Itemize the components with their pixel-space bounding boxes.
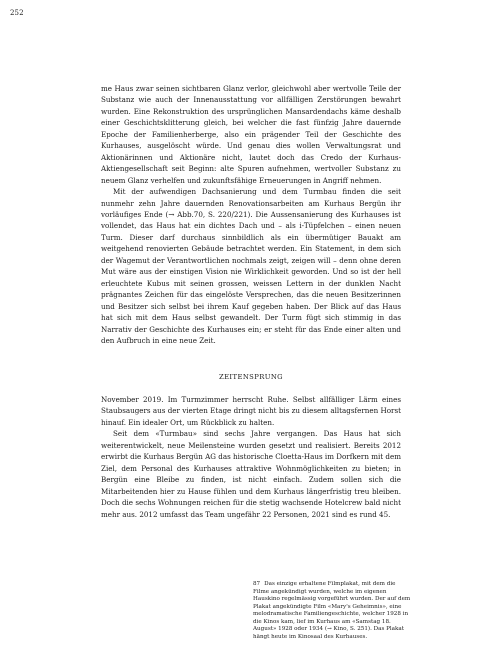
page-number: 252: [10, 9, 24, 17]
paragraph: Mit der aufwendigen Dachsanierung und dem Turmbau finden die seit nunmehr zehn Jahre dauernden Renovationsarbeiten am Kurhaus Bergün ihr vorläufiges Ende (→ Abb.70, S. 220/221). Die Aussensanierung des Kurhauses ist vollendet, das Haus hat ein dichtes Dach und – als i-Tüpfelchen – einen neuen Turm. Dieser darf durchaus sinnbildlich als ein übermütiger Bauakt am weitgehend renovierten Gebäude betrachtet werden. Ein Statement, in dem sich der Wagemut der Verantwortlichen nochmals zeigt, zeigen will – denn ohne deren Mut wäre aus der einstigen Vision nie Wirklichkeit geworden. Und so ist der hell erleuchtete Kubus mit seinen grossen, weissen Lettern in der dunklen Nacht prägnantes Zeichen für das eingelöste Versprechen, das die neuen Besitzerinnen und Besitzer sich selbst bei ihrem Kauf gegeben haben. Der Blick auf das Haus hat sich mit dem Haus selbst gewandelt. Der Turm fügt sich stimmig in das Narrativ der Geschichte des Kurhauses ein; er steht für das Ende einer alten und den Aufbruch in eine neue Zeit.: [101, 187, 401, 345]
caption-number: 87: [253, 581, 261, 587]
main-text-block: [101, 83, 401, 346]
section-text-block: [101, 394, 401, 520]
paragraph: Seit dem «Turmbau» sind sechs Jahre vergangen. Das Haus hat sich weiterentwickelt, neue Meilensteine wurden gesetzt und realisiert. Bereits 2012 erwirbt die Kurhaus Bergün AG das historische Cloetta-Haus im Dorfkern mit dem Ziel, dem Personal des Kurhauses attraktive Wohnmöglichkeiten zu bieten; in Bergün eine Bleibe zu finden, ist nicht einfach. Zudem sollen sich die Mitarbeitenden hier zu Hause fühlen und dem Kurhaus längerfristig treu bleiben. Doch die sechs Wohnungen reichen für die stetig wachsende Hotelcrew bald nicht mehr aus. 2012 umfasst das Team ungefähr 22 Personen, 2021 sind es rund 45.: [101, 429, 401, 519]
paragraph: November 2019. Im Turmzimmer herrscht Ruhe. Selbst allfälliger Lärm eines Staubsaugers aus der vierten Etage dringt nicht bis zu diesem alltagsfernen Horst hinauf. Ein idealer Ort, um Rückblick zu halten.: [101, 395, 401, 427]
caption-text: Das einzige erhaltene Filmplakat, mit dem die Filme angekündigt wurden, welche im eigenen Hauskino regelmässig vorgeführt wurden. Der auf dem Plakat angekündigte Film «Mary's Geheimnis», eine melodramatische Familiengeschichte, welcher 1928 in die Kinos kam, lief im Kurhaus am «Samstag 18. August» 1928 oder 1934 (→ Kino, S. 251). Das Plakat hängt heute im Kinosaal des Kurhauses.: [253, 581, 411, 640]
figure-caption: [253, 581, 413, 641]
paragraph: me Haus zwar seinen sichtbaren Glanz verlor, gleichwohl aber wertvolle Teile der Substanz wie auch der Innenausstattung vor allfälligen Zerstörungen bewahrt wurden. Eine Rekonstruktion des ursprünglichen Mansardendachs käme deshalb einer Geschichtsklitterung gleich, bei welcher die fast fünfzig Jahre dauernde Epoche der Familienherberge, also ein prägender Teil der Geschichte des Kurhauses, ausgelöscht würde. Und genau dies wollen Verwaltungsrat und Aktionärinnen und Aktionäre nicht, lautet doch das Credo der Kurhaus-Aktiengesellschaft seit Beginn: alte Spuren aufnehmen, wertvoller Substanz zu neuem Glanz verhelfen und zukunftsfähige Erneuerungen in Angriff nehmen.: [101, 84, 401, 185]
section-heading: ZEITENSPRUNG: [218, 373, 284, 381]
